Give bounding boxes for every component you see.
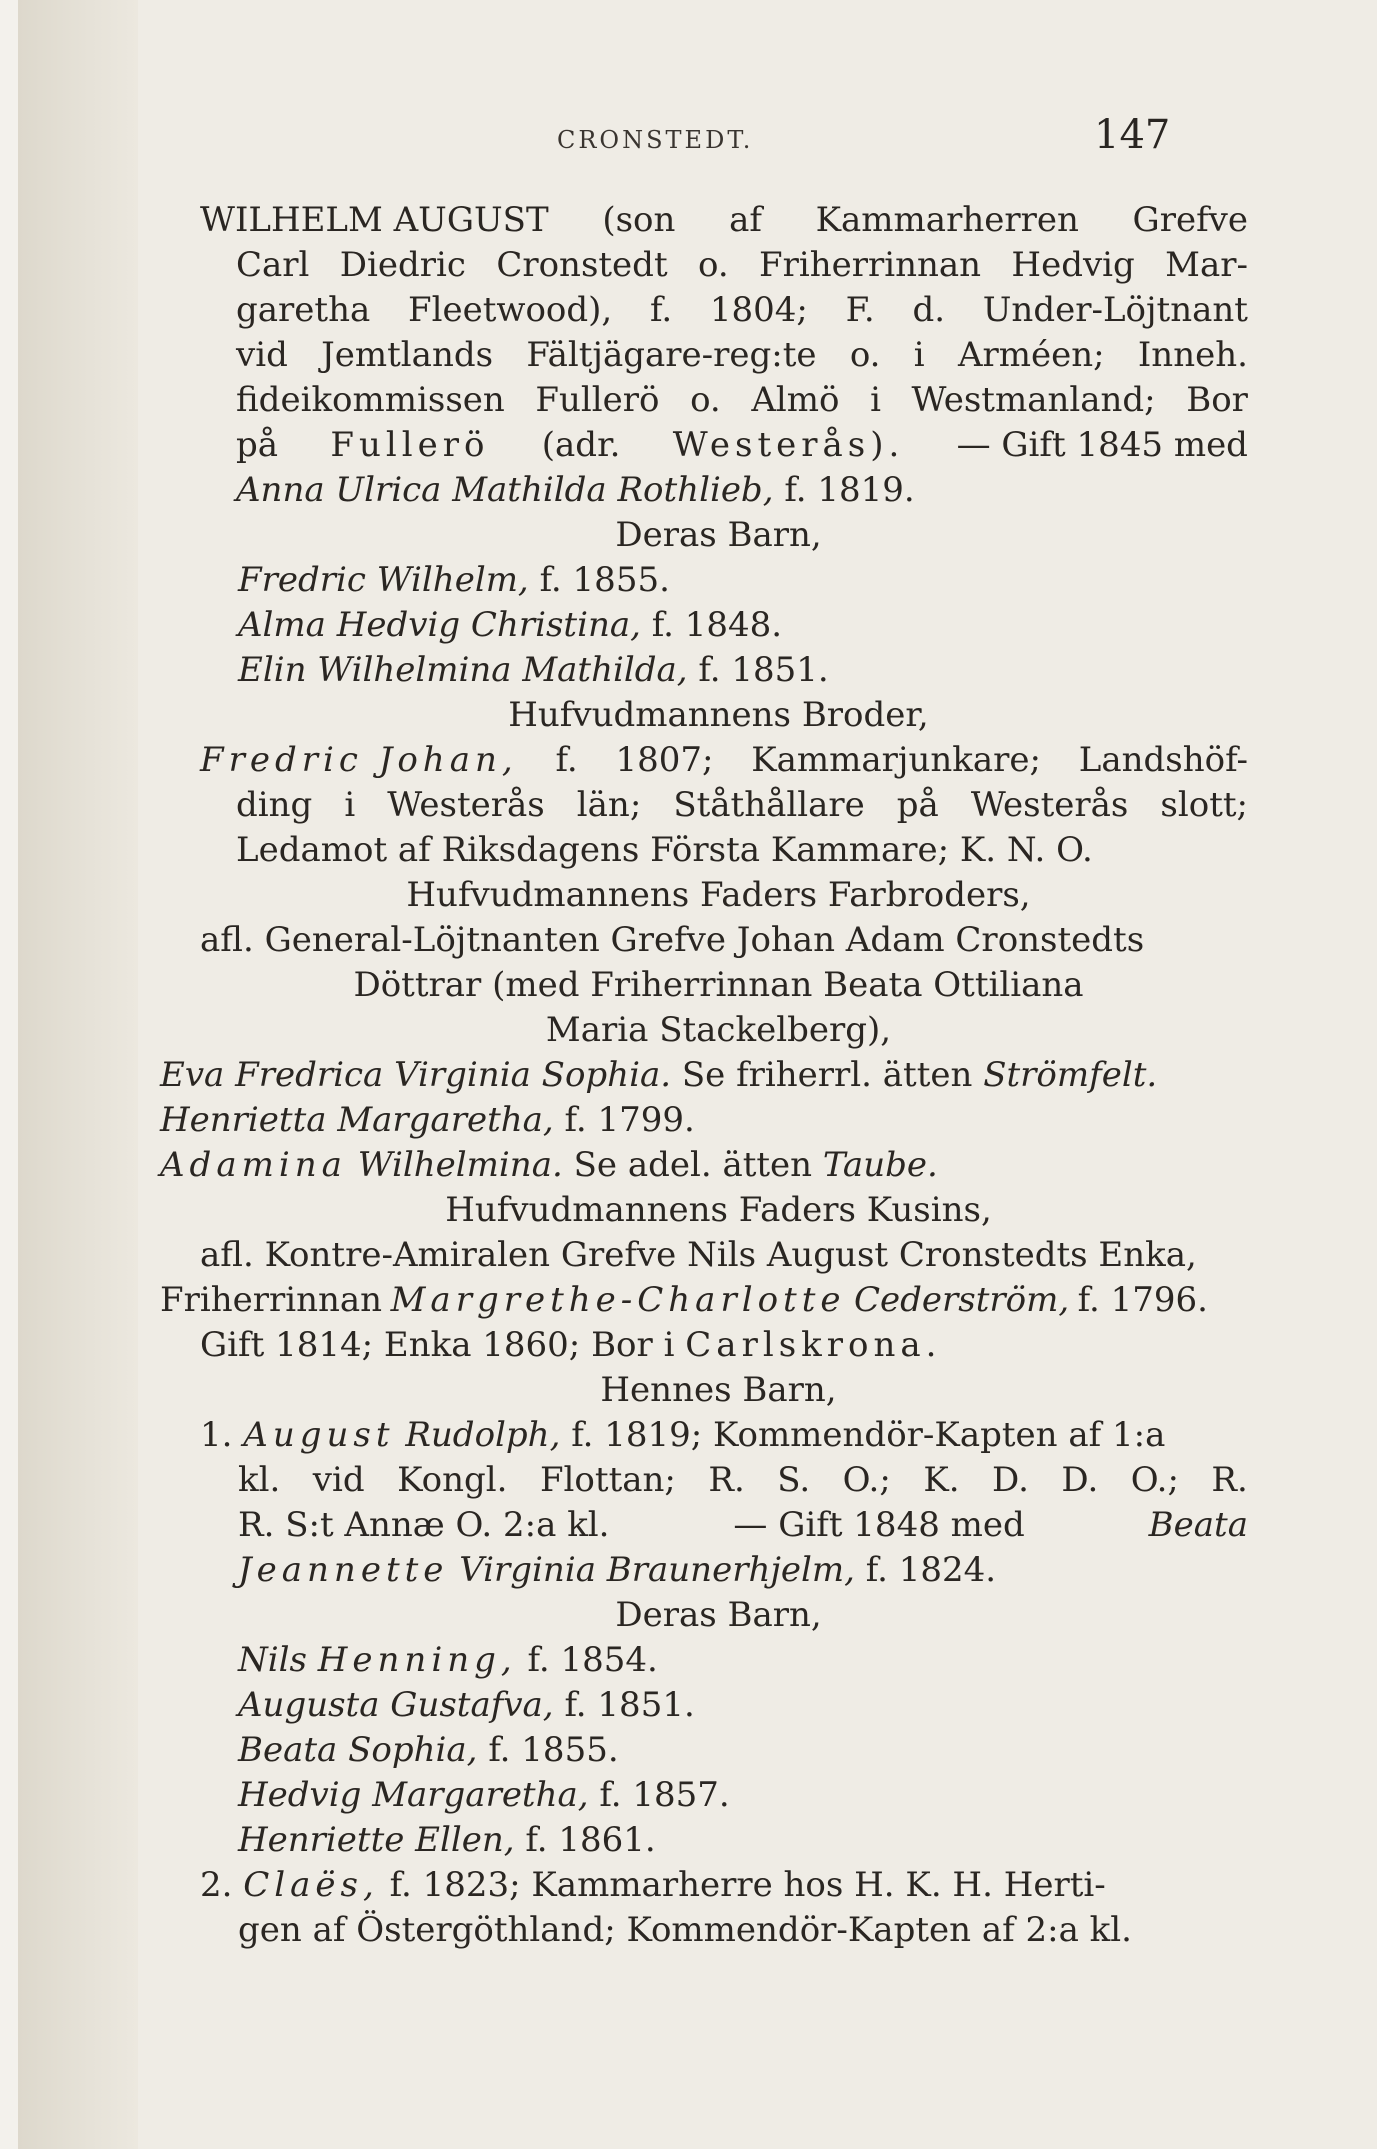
child-name: Henriette Ellen,: [238, 1820, 515, 1860]
word: Friherrinnan: [758, 245, 982, 285]
word: Fullerö: [535, 380, 660, 420]
daughter-name: Adamina: [160, 1145, 347, 1185]
word: R.: [1211, 1460, 1248, 1500]
child-name: Nils: [238, 1640, 307, 1680]
list-number: 1.: [200, 1415, 233, 1455]
word: Kammarjunkare;: [751, 740, 1041, 780]
child-name: Augusta Gustafva,: [238, 1685, 554, 1725]
word: vid: [312, 1460, 365, 1500]
widow-name: Margrethe-Charlotte: [390, 1280, 846, 1320]
section-heading: Deras Barn,: [615, 1595, 822, 1635]
child-name: Elin Wilhelmina Mathilda,: [238, 650, 688, 690]
birth-year: f. 1857.: [599, 1775, 730, 1815]
entry-line: [200, 198, 1248, 243]
entry-line: afl. General-Löjtnanten Grefve Johan Adam Cronstedts: [200, 920, 1145, 960]
child-entry: [238, 1638, 658, 1683]
birth-year: f. 1796.: [1077, 1280, 1208, 1320]
word: f.: [649, 290, 673, 330]
spouse-name: Anna Ulrica Mathilda Rothlieb,: [236, 470, 774, 510]
family-name: Strömfelt.: [983, 1055, 1158, 1095]
section-heading: Deras Barn,: [615, 515, 822, 555]
word: (son: [602, 200, 676, 240]
place-name: Fullerö: [330, 425, 490, 465]
word: — Gift 1845 med: [956, 425, 1248, 465]
entry-line: [236, 468, 915, 513]
word: Inneh.: [1137, 335, 1248, 375]
child-entry: [238, 1773, 730, 1818]
child-entry: [238, 1818, 656, 1863]
family-name: Taube.: [822, 1145, 938, 1185]
word: K.: [923, 1460, 960, 1500]
entry-line: [236, 243, 1248, 288]
entry-line: [200, 1323, 941, 1368]
word: Kongl.: [397, 1460, 508, 1500]
spouse-name: Virginia Braunerhjelm,: [459, 1550, 855, 1590]
word: Diedric: [339, 245, 466, 285]
word: kl.: [238, 1460, 281, 1500]
child-name: Hedvig Margaretha,: [238, 1775, 589, 1815]
section-heading: Hennes Barn,: [600, 1370, 837, 1410]
word: slott;: [1160, 785, 1248, 825]
word: (adr.: [541, 425, 621, 465]
son-name: Claës,: [243, 1865, 379, 1905]
section-heading: Hufvudmannens Faders Farbroders,: [406, 875, 1031, 915]
word: Mar-: [1165, 245, 1248, 285]
word: Grefve: [1132, 200, 1248, 240]
birth-year: f. 1851.: [564, 1685, 695, 1725]
word: af: [729, 200, 762, 240]
birth-year: f. 1819.: [784, 470, 915, 510]
word: Flottan;: [539, 1460, 676, 1500]
word: Jemtlands: [321, 335, 494, 375]
brother-name: Fredric Johan,: [200, 740, 518, 780]
place-name: Westerås).: [672, 425, 905, 465]
entry-line: [236, 783, 1248, 828]
word: — Gift 1848 med: [733, 1505, 1025, 1545]
word: Arméen;: [957, 335, 1105, 375]
page-gutter: [18, 0, 138, 2149]
word: på: [896, 785, 939, 825]
word: Fleetwood),: [407, 290, 613, 330]
word: R. S:t Annæ O. 2:a kl.: [238, 1505, 610, 1545]
daughter-name: Henrietta Margaretha,: [160, 1100, 554, 1140]
birth-year: f. 1824.: [865, 1550, 997, 1590]
son-name: August: [243, 1415, 395, 1455]
word: D.: [992, 1460, 1029, 1500]
word: Gift 1814; Enka 1860; Bor i: [200, 1325, 675, 1365]
word: fideikommissen: [236, 380, 505, 420]
birth-year: f. 1855.: [488, 1730, 619, 1770]
word: o.: [690, 380, 721, 420]
child-entry: [238, 1683, 695, 1728]
word: O.;: [1130, 1460, 1179, 1500]
word: F.: [845, 290, 875, 330]
birth-year: f. 1848.: [651, 605, 783, 645]
word: f.: [555, 740, 578, 780]
word: Kammarherren: [815, 200, 1079, 240]
child-entry: [238, 1728, 619, 1773]
word: Westerås: [387, 785, 545, 825]
entry-line: [160, 1143, 938, 1188]
entry-line: Döttrar (med Friherrinnan Beata Ottiliana: [353, 965, 1084, 1005]
word: Ståthållare: [673, 785, 865, 825]
word: R.: [708, 1460, 745, 1500]
entry-line: Maria Stackelberg),: [545, 1010, 892, 1050]
entry-line: [238, 1458, 1248, 1503]
page-number: 147: [1094, 112, 1171, 158]
section-heading: Hufvudmannens Faders Kusins,: [445, 1190, 992, 1230]
word: på: [236, 425, 279, 465]
word: Friherrinnan: [160, 1280, 383, 1320]
word: i: [344, 785, 356, 825]
entry-line: [236, 288, 1248, 333]
word: 1807;: [615, 740, 714, 780]
running-head: CRONSTEDT.: [557, 126, 754, 154]
spouse-name: Jeannette: [238, 1550, 449, 1590]
word: S.: [777, 1460, 811, 1500]
child-entry: [238, 648, 829, 693]
list-number: 2.: [200, 1865, 233, 1905]
widow-name: Cederström,: [854, 1280, 1070, 1320]
word: Fältjägare-reg:te: [526, 335, 817, 375]
word: WILHELM AUGUST: [200, 200, 549, 240]
entry-line: [160, 1278, 1208, 1323]
entry-line: [200, 738, 1248, 783]
birth-year: f. 1855.: [539, 560, 670, 600]
word: Under-Löjtnant: [982, 290, 1248, 330]
place-name: Carlskrona.: [685, 1325, 942, 1365]
page-header: [0, 112, 1377, 164]
entry-line: [200, 1863, 1106, 1908]
word: län;: [576, 785, 642, 825]
entry-line: afl. Kontre-Amiralen Grefve Nils August Cronstedts Enka,: [200, 1235, 1197, 1275]
birth-year: f. 1861.: [525, 1820, 656, 1860]
word: garetha: [236, 290, 371, 330]
birth-year: f. 1799.: [564, 1100, 695, 1140]
word: Carl: [236, 245, 310, 285]
entry-line: [200, 1413, 1165, 1458]
entry-line: gen af Östergöthland; Kommendör-Kapten af 2:a kl.: [238, 1910, 1132, 1950]
entry-line: [236, 378, 1248, 423]
word: i: [870, 380, 881, 420]
child-name: Alma Hedvig Christina,: [238, 605, 641, 645]
word: 1804;: [709, 290, 808, 330]
word: Almö: [751, 380, 840, 420]
word: o.: [697, 245, 729, 285]
word: o.: [849, 335, 881, 375]
word: ding: [236, 785, 313, 825]
scan-margin: [0, 0, 18, 2149]
word: i: [913, 335, 925, 375]
cross-reference: Se adel. ätten: [573, 1145, 813, 1185]
word: vid: [236, 335, 288, 375]
child-name: Beata Sophia,: [238, 1730, 478, 1770]
word: f. 1819; Kommendör-Kapten af 1:a: [571, 1415, 1166, 1455]
child-entry: [238, 558, 670, 603]
word: Westerås: [970, 785, 1129, 825]
word: D.: [1061, 1460, 1099, 1500]
entry-line: [238, 1503, 1248, 1548]
cross-reference: Se friherrl. ätten: [681, 1055, 973, 1095]
word: Westmanland;: [911, 380, 1156, 420]
entry-line: [160, 1098, 695, 1143]
birth-year: f. 1854.: [527, 1640, 658, 1680]
word: Cronstedt: [496, 245, 668, 285]
child-name: Fredric Wilhelm,: [238, 560, 529, 600]
entry-line: [236, 423, 1248, 468]
entry-line: [160, 1053, 1157, 1098]
daughter-name: Eva Fredrica Virginia Sophia.: [160, 1055, 672, 1095]
word: O.;: [842, 1460, 891, 1500]
child-entry: [238, 603, 782, 648]
son-name: Rudolph,: [405, 1415, 561, 1455]
entry-line: Ledamot af Riksdagens Första Kammare; K. N. O.: [236, 830, 1093, 870]
word: Hedvig: [1011, 245, 1135, 285]
birth-year: f. 1851.: [698, 650, 829, 690]
spouse-name: Beata: [1148, 1505, 1248, 1545]
entry-line: [236, 333, 1248, 378]
word: Bor: [1186, 380, 1248, 420]
word: Landshöf-: [1078, 740, 1248, 780]
section-heading: Hufvudmannens Broder,: [508, 695, 929, 735]
word: d.: [912, 290, 946, 330]
entry-line: [238, 1548, 996, 1593]
word: f. 1823; Kammarherre hos H. K. H. Herti-: [389, 1865, 1106, 1905]
child-name: Henning,: [317, 1640, 517, 1680]
daughter-name: Wilhelmina.: [357, 1145, 563, 1185]
